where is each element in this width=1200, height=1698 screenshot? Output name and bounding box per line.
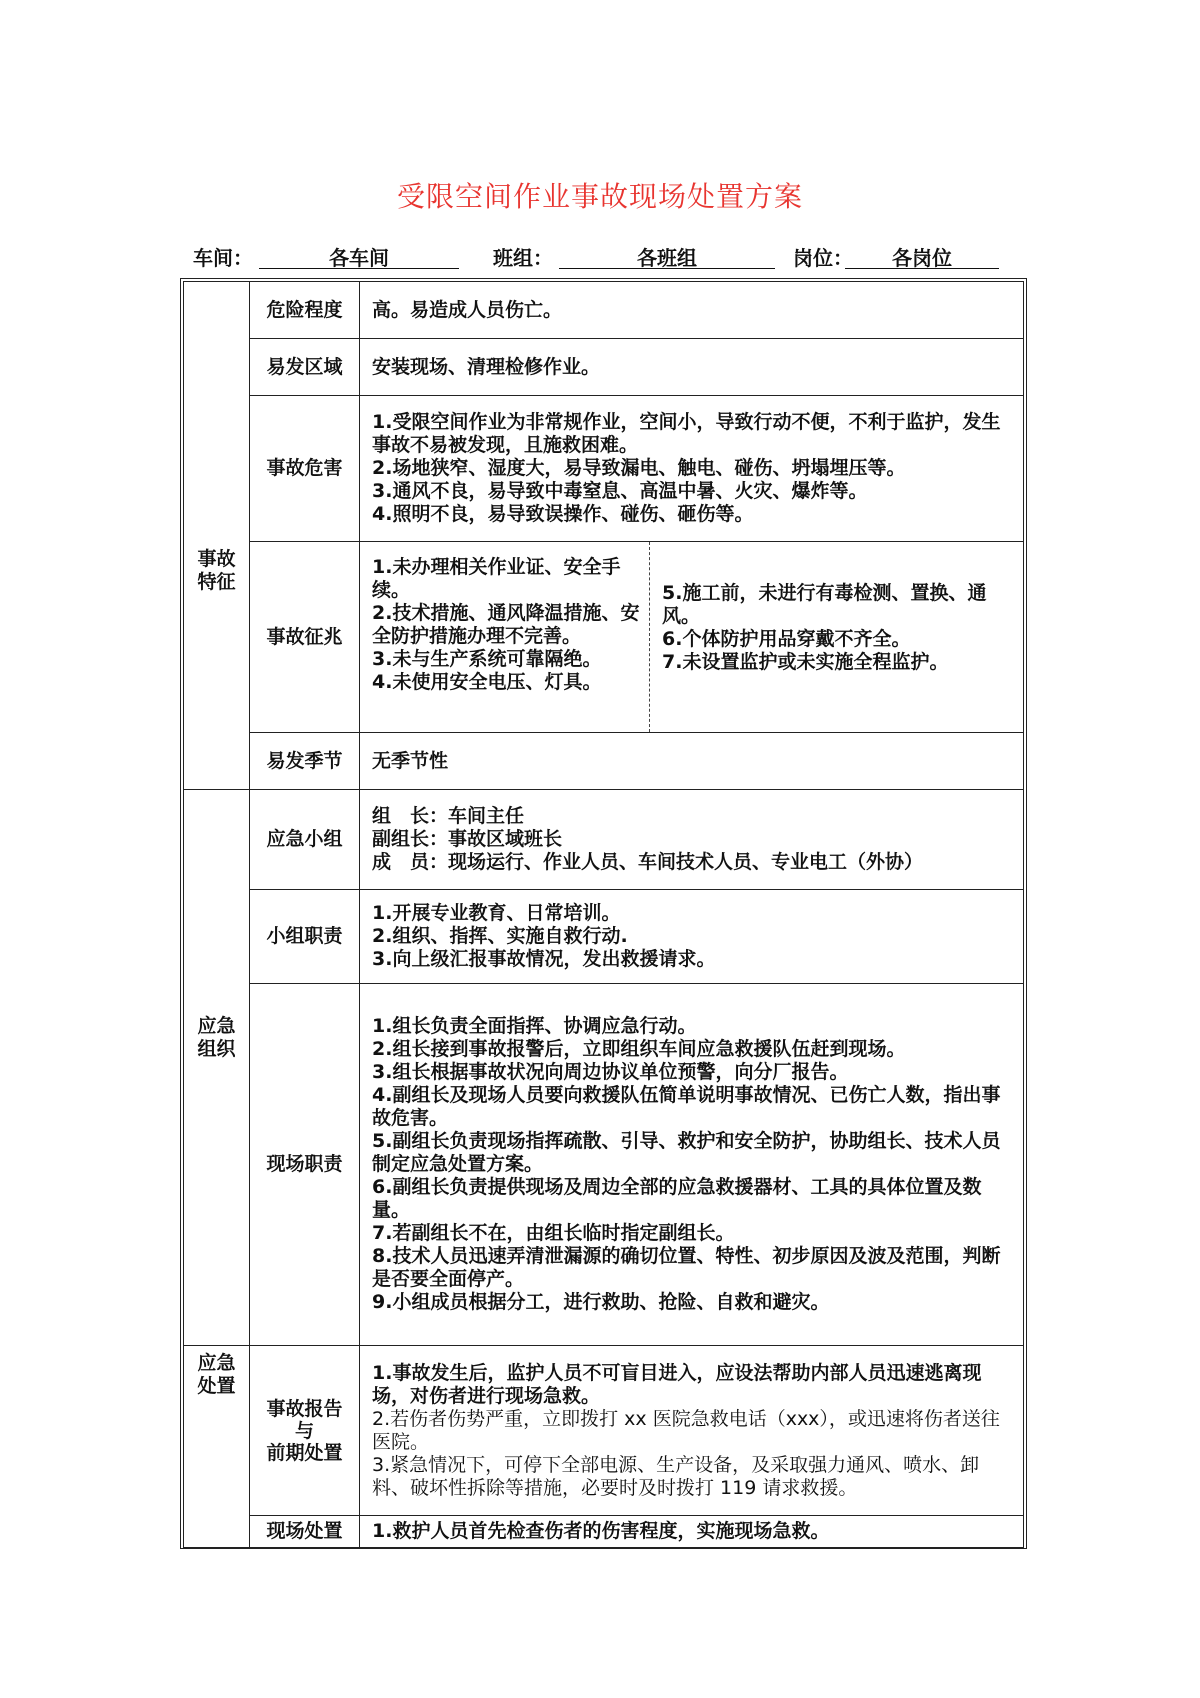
text-season: 无季节性 (360, 733, 1024, 790)
list-hazards (360, 396, 1024, 542)
list-report (360, 1346, 1024, 1516)
row-hazards (184, 396, 1024, 542)
row-onsite-handling (184, 1516, 1024, 1548)
list-item: 7.未设置监护或未实施全程监护。 (662, 651, 949, 673)
row-report (184, 1346, 1024, 1516)
signs-cell (360, 542, 1024, 733)
list-item: 4.未使用安全电压、灯具。 (372, 671, 602, 693)
list-item: 1.救护人员首先检查伤者的伤害程度，实施现场急救。 (372, 1520, 830, 1542)
post-value: 各岗位 (845, 242, 999, 269)
label-season: 易发季节 (250, 733, 360, 790)
row-risk-level (184, 282, 1024, 339)
signs-left-column (360, 542, 650, 732)
list-item: 2.技术措施、通风降温措施、安全防护措施办理不完善。 (372, 602, 640, 647)
label-group-duties: 小组职责 (250, 890, 360, 984)
signs-two-column (360, 542, 1023, 732)
plan-table (183, 281, 1024, 1548)
list-item: 3.向上级汇报事故情况，发出救援请求。 (372, 948, 716, 970)
list-item: 2.场地狭窄、湿度大，易导致漏电、触电、碰伤、坍塌埋压等。 (372, 457, 906, 479)
list-item: 3.组长根据事故状况向周边协议单位预警，向分厂报告。 (372, 1061, 849, 1083)
list-item: 6.个体防护用品穿戴不齐全。 (662, 628, 911, 650)
category-response-label: 应急 处置 (197, 1352, 236, 1397)
list-onsite-duties (360, 984, 1024, 1346)
list-item: 3.未与生产系统可靠隔绝。 (372, 648, 602, 670)
list-item: 6.副组长负责提供现场及周边全部的应急救援器材、工具的具体位置及数量。 (372, 1176, 982, 1221)
team-value: 各班组 (559, 242, 775, 269)
list-item: 4.副组长及现场人员要向救援队伍简单说明事故情况、已伤亡人数，指出事故危害。 (372, 1084, 1001, 1129)
label-onsite-handling: 现场处置 (250, 1516, 360, 1548)
list-item: 3.紧急情况下，可停下全部电源、生产设备，及采取强力通风、喷水、卸料、破坏性拆除等措施，必要时及时拨打 119 请求救援。 (372, 1453, 980, 1499)
list-item: 2.组长接到事故报警后，立即组织车间应急救援队伍赶到现场。 (372, 1038, 906, 1060)
row-emergency-group (184, 790, 1024, 890)
list-item: 1.受限空间作业为非常规作业，空间小，导致行动不便，不利于监护，发生事故不易被发现，且施救困难。 (372, 411, 1001, 456)
category-characteristics-label: 事故 特征 (197, 547, 236, 593)
workshop-value: 各车间 (259, 242, 459, 269)
workshop-label: 车间： (193, 246, 253, 270)
team-label: 班组： (493, 246, 553, 270)
header-fields (193, 242, 993, 270)
label-emergency-group: 应急小组 (250, 790, 360, 890)
list-item: 8.技术人员迅速弄清泄漏源的确切位置、特性、初步原因及波及范围，判断是否要全面停产。 (372, 1245, 1001, 1290)
label-report-text: 事故报告 与 前期处置 (266, 1397, 343, 1464)
list-item: 2.组织、指挥、实施自救行动. (372, 925, 628, 947)
text-risk-level: 高。易造成人员伤亡。 (360, 282, 1024, 339)
row-season (184, 733, 1024, 790)
category-characteristics (184, 282, 250, 790)
list-item: 1.组长负责全面指挥、协调应急行动。 (372, 1015, 697, 1037)
row-prone-area (184, 339, 1024, 396)
category-organization (184, 790, 250, 1346)
list-item: 7.若副组长不在，由组长临时指定副组长。 (372, 1222, 735, 1244)
text-prone-area: 安装现场、清理检修作业。 (360, 339, 1024, 396)
row-onsite-duties (184, 984, 1024, 1346)
list-item: 4.照明不良，易导致误操作、碰伤、砸伤等。 (372, 503, 754, 525)
list-item: 5.施工前，未进行有毒检测、置换、通风。 (662, 582, 987, 627)
list-item: 5.副组长负责现场指挥疏散、引导、救护和安全防护，协助组长、技术人员制定应急处置方案。 (372, 1130, 1001, 1175)
document-title: 受限空间作业事故现场处置方案 (396, 180, 803, 213)
list-item: 1.开展专业教育、日常培训。 (372, 902, 621, 924)
label-onsite-duties: 现场职责 (250, 984, 360, 1346)
post-label: 岗位： (793, 246, 853, 270)
list-item: 组 长：车间主任 (372, 805, 525, 827)
list-item: 2.若伤者伤势严重，立即拨打 xx 医院急救电话（xxx），或迅速将伤者送往医院。 (372, 1407, 1000, 1453)
signs-right-column (650, 542, 1023, 732)
label-risk-level: 危险程度 (250, 282, 360, 339)
list-onsite-handling (360, 1516, 1024, 1548)
row-signs (184, 542, 1024, 733)
list-item: 成 员：现场运行、作业人员、车间技术人员、专业电工（外协） (372, 851, 924, 873)
list-item: 1.事故发生后，监护人员不可盲目进入，应设法帮助内部人员迅速逃离现场，对伤者进行现场急救。 (372, 1361, 982, 1407)
label-hazards: 事故危害 (250, 396, 360, 542)
label-signs: 事故征兆 (250, 542, 360, 733)
list-group-duties (360, 890, 1024, 984)
list-item: 3.通风不良，易导致中毒窒息、高温中暑、火灾、爆炸等。 (372, 480, 868, 502)
category-response (184, 1346, 250, 1548)
category-organization-label: 应急 组织 (197, 1014, 236, 1060)
list-item: 副组长：事故区域班长 (372, 828, 563, 850)
list-emergency-group (360, 790, 1024, 890)
label-prone-area: 易发区域 (250, 339, 360, 396)
list-item: 9.小组成员根据分工，进行救助、抢险、自救和避灾。 (372, 1291, 830, 1313)
row-group-duties (184, 890, 1024, 984)
label-report (250, 1346, 360, 1516)
list-item: 1.未办理相关作业证、安全手续。 (372, 556, 621, 601)
